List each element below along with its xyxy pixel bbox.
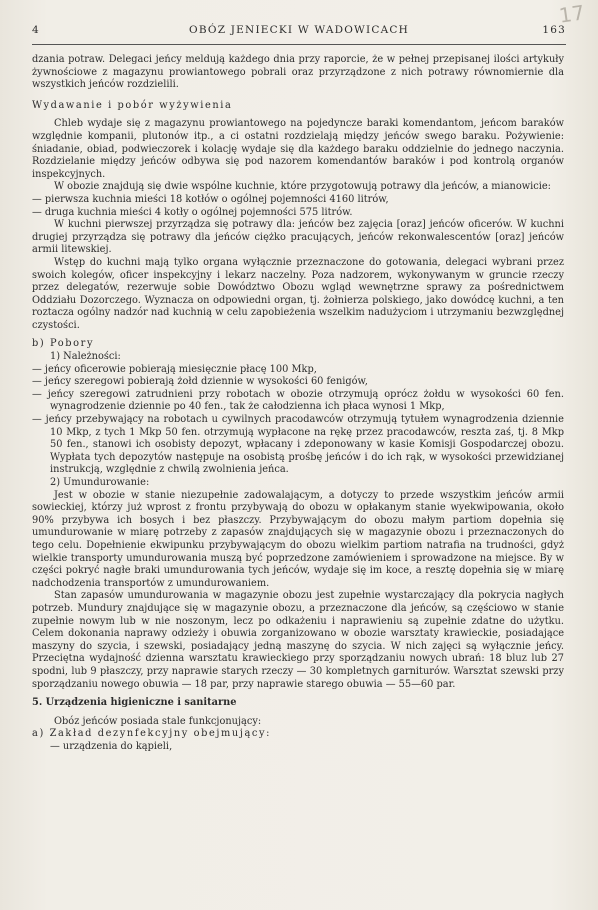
section-heading: 5. Urządzenia higieniczne i sanitarne: [32, 697, 237, 709]
body-text: [32, 54, 564, 753]
list-item: — jeńcy oficerowie pobierają miesięcznie płacę 100 Mkp,: [32, 363, 317, 375]
page-number-right: 163: [542, 24, 566, 36]
paragraph: W obozie znajdują się dwie wspólne kuchnie, które przygotowują potrawy dla jeńców, a mianowicie:: [54, 181, 551, 193]
list-item: — pierwsza kuchnia mieści 18 kotłów o ogólnej pojemności 4160 litrów,: [32, 193, 389, 205]
paragraph: W kuchni pierwszej przyrządza się potrawy dla: jeńców bez zajęcia [oraz] jeńców oficerów. W kuchni drugiej przyrządza się potrawy dla jeńców ciężko pracujących, jeńców rekonwalescentów [oraz] jeńców armii litewskiej.: [32, 219, 564, 256]
section-heading: Wydawanie i pobór wyżywienia: [32, 99, 233, 111]
corner-pencil-mark: 17: [557, 0, 586, 28]
page-number-left: 4: [32, 24, 40, 36]
paragraph: Wstęp do kuchni mają tylko organa wyłącznie przeznaczone do gotowania, delegaci wybrani przez swoich kolegów, oficer inspekcyjny i lekarz naczelny. Poza nadzorem, wykonywanym w gruncie rzeczy przez delegatów, rezerwuje sobie Dowództwo Obozu wgląd wewnętrzne sprawy za pośrednictwem Oddziału Dozorczego. Wyznacza on odpowiedni organ, tj. żołnierza polskiego, jako dowódcę kuchni, a ten roztacza ogólny nadzór nad kuchnią w celu zapobieżenia wszelkim nadużyciom i utrzymaniu bezwzględnej czystości.: [32, 256, 564, 331]
subsection-heading: 2) Umundurowanie:: [50, 477, 150, 488]
running-header: [32, 24, 566, 40]
paragraph: Stan zapasów umundurowania w magazynie obozu jest zupełnie wystarczający dla pokrycia nagłych potrzeb. Mundury znajdujące się w magazynie obozu, a przeznaczone dla jeńców, są częściowo w stanie zupełnie nowym lub w nie noszonym, lecz po odkażeniu i naprawieniu są zupełnie zdatne do użytku. Celem dokonania naprawy odzieży i obuwia zorganizowano w obozie warsztaty krawieckie, posiadające maszyny do szycia, i szewski, posiadający jedną maszynę do szycia. W nich zajęci są wyłącznie jeńcy. Przeciętna wydajność dzienna warsztatu krawieckiego przy sporządzaniu nowych ubrań: 18 bluz lub 27 spodni, lub 9 płaszczy, przy naprawie starych rzeczy — 30 kompletnych garniturów. Warsztat szewski przy sporządzaniu nowego obuwia — 18 par, przy naprawie starego obuwia — 55—60 par.: [32, 590, 564, 690]
subsection-heading: a) Zakład dezynfekcyjny obejmujący:: [32, 728, 272, 740]
list-item: — jeńcy szeregowi pobierają żołd dziennie w wysokości 60 fenigów,: [32, 376, 368, 388]
running-title: OBÓZ JENIECKI W WADOWICACH: [189, 24, 409, 36]
header-rule: [32, 44, 566, 45]
list-item: — jeńcy szeregowi zatrudnieni przy robotach w obozie otrzymują oprócz żołdu w wysokości 60 fen. wynagrodzenie dziennie po 40 fen., tak że całodzienna ich płaca wynosi 1 Mkp,: [32, 388, 564, 413]
list-item: — druga kuchnia mieści 4 kotły o ogólnej pojemności 575 litrów.: [32, 206, 353, 218]
paragraph: dzania potraw. Delegaci jeńcy meldują każdego dnia przy raporcie, że w pełnej przepisanej ilości artykuły żywnościowe z magazynu prowiantowego pobrali oraz przyrządzone z nich potrawy równomiernie dla wszystkich jeńców rozdzielili.: [32, 54, 564, 91]
subsection-heading: b) Pobory: [32, 338, 95, 350]
list-item: — urządzenia do kąpieli,: [50, 740, 173, 752]
list-item: — jeńcy przebywający na robotach u cywilnych pracodawców otrzymują tytułem wynagrodzenia dziennie 10 Mkp, z tych 1 Mkp 50 fen. otrzymują wypłacone na rękę przez pracodawców, reszta zaś, tj. 8 Mkp 50 fen., stanowi ich osobisty depozyt, wpłacany i zdeponowany w kasie Komisji Gospodarczej obozu. Wypłata tych depozytów następuje na osobistą prośbę jeńców i do ich rąk, w wysokości przewidzianej instrukcją, względnie z chwilą zwolnienia jeńca.: [32, 414, 564, 476]
subsection-heading: 1) Należności:: [50, 351, 121, 363]
paragraph: Jest w obozie w stanie niezupełnie zadowalającym, a dotyczy to przede wszystkim jeńców armii sowieckiej, którzy już wprost z frontu przybywają do obozu w opłakanym stanie wyekwipowania, około 90% przybywa ich bosych i bez płaszczy. Przybywającym do obozu małym partiom dopełnia się umundurowanie w miarę potrzeby z zapasów znajdujących się w magazynie obozu i przeznaczonych do tego celu. Dopełnienie ekwipunku przybywającym do obozu wielkim partiom natrafia na trudności, gdyż wielkie transporty umundurowania muszą być poprzedzone zamówieniem i sprowadzone na miejsce. By w części pokryć nagłe braki umundurowania tych jeńców, wydaje się im koce, a resztę dopełnia się w miarę nadchodzenia transportów z umundurowaniem.: [32, 489, 564, 589]
paragraph: Chleb wydaje się z magazynu prowiantowego na pojedyncze baraki komendantom, jeńcom baraków względnie kompanii, plutonów itp., a ci ostatni rozdzielają między jeńców swego baraku. Pożywienie: śniadanie, obiad, podwieczorek i kolację wydaje się dla każdego baraku oddzielnie do jednego naczynia. Rozdzielanie między jeńców odbywa się pod nazorem komendantów baraków i pod kontrolą organów inspekcyjnych.: [32, 118, 564, 180]
paragraph: Obóz jeńców posiada stale funkcjonujący:: [54, 715, 262, 727]
